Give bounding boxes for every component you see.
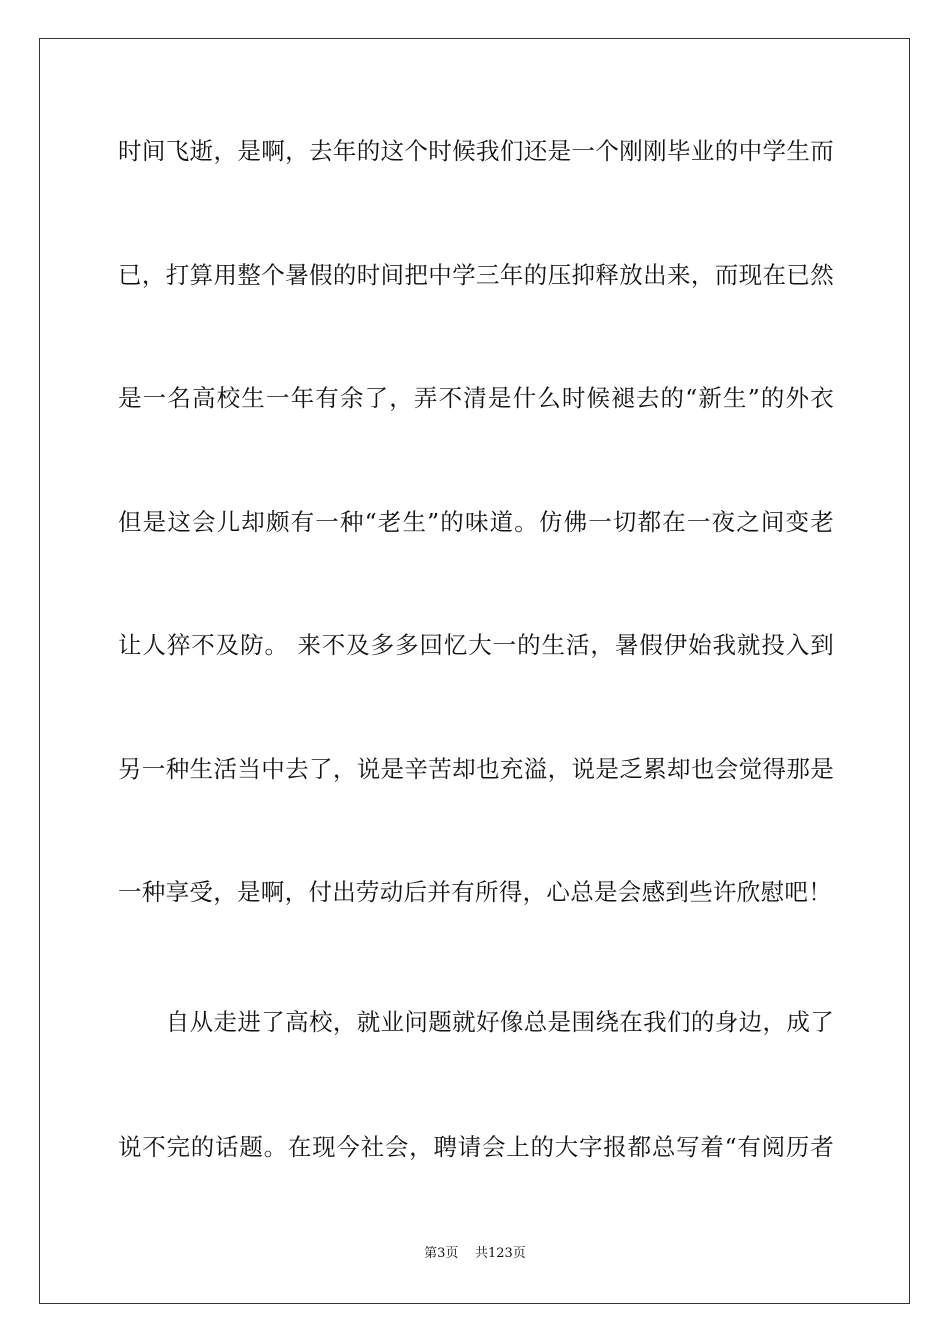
paragraph-line-1: 时间飞逝，是啊，去年的这个时候我们还是一个刚刚毕业的中学生而 <box>118 137 834 165</box>
footer-total-pages: 123 <box>488 1246 513 1261</box>
paragraph-line-4: 但是这会儿却颇有一种“老生”的味道。仿佛一切都在一夜之间变老 <box>118 508 834 536</box>
page-border <box>39 38 910 1304</box>
page-footer <box>0 1244 950 1264</box>
paragraph-line-7: 一种享受，是啊，付出劳动后并有所得，心总是会感到些许欣慰吧！ <box>118 878 832 906</box>
footer-total-suffix: 页 <box>512 1246 526 1261</box>
paragraph-line-5: 让人猝不及防。 来不及多多回忆大一的生活，暑假伊始我就投入到 <box>118 631 834 659</box>
paragraph-line-6: 另一种生活当中去了，说是辛苦却也充溢，说是乏累却也会觉得那是 <box>118 755 834 783</box>
footer-page-suffix: 页 <box>445 1246 459 1261</box>
footer-total-prefix: 共 <box>474 1246 488 1261</box>
footer-gap <box>458 1246 475 1261</box>
paragraph-line-8: 自从走进了高校，就业问题就好像总是围绕在我们的身边，成了 <box>118 1008 834 1036</box>
paragraph-line-2: 已，打算用整个暑假的时间把中学三年的压抑释放出来，而现在已然 <box>118 261 834 289</box>
footer-page-number: 3 <box>437 1246 446 1261</box>
paragraph-line-9: 说不完的话题。在现今社会，聘请会上的大字报都总写着“有阅历者 <box>118 1133 834 1161</box>
paragraph-line-3: 是一名高校生一年有余了，弄不清是什么时候褪去的“新生”的外衣 <box>118 384 834 412</box>
footer-page-prefix: 第 <box>424 1246 438 1261</box>
